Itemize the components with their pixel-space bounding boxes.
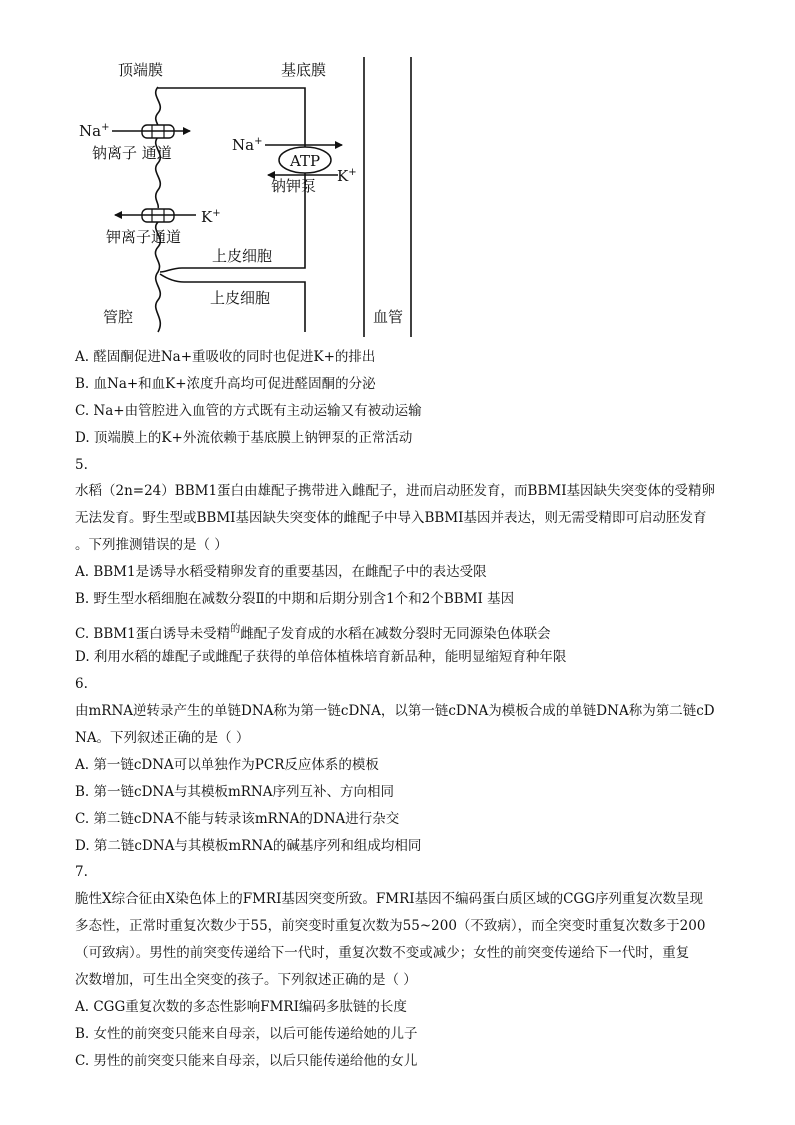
k-ion-right-label: K+ (337, 167, 357, 185)
q7-stem-line-2: 多态性，正常时重复次数少于55，前突变时重复次数为55~200（不致病），而全突变时重复次数多于200 (75, 918, 706, 934)
q4-option-b: B. 血Na+和血K+浓度升高均可促进醛固酮的分泌 (75, 376, 376, 392)
atp-label: ATP (289, 152, 321, 170)
k-ion-channel-label: K+ (201, 208, 221, 226)
q5-number: 5. (75, 457, 88, 473)
q4-option-a: A. 醛固酮促进Na+重吸收的同时也促进K+的排出 (75, 349, 376, 365)
blood-vessel-label: 血管 (373, 308, 404, 326)
q5-option-c: C. BBM1蛋白诱导未受精$^的$雌配子发育成的水稻在减数分裂时无同源染色体联会 (75, 624, 551, 642)
potassium-channel-label: 钾离子通道 (106, 228, 182, 246)
q5-option-a: A. BBM1是诱导水稻受精卵发育的重要基因，在雌配子中的表达受限 (75, 564, 487, 580)
q4-option-c: C. Na+由管腔进入血管的方式既有主动运输又有被动运输 (75, 403, 422, 419)
q5-option-d: D. 利用水稻的雄配子或雌配子获得的单倍体植株培育新品种，能明显缩短育种年限 (75, 649, 567, 665)
q7-stem-line-1: 脆性X综合征由X染色体上的FMRI基因突变所致。FMRI基因不编码蛋白质区域的CGG序列重复次数呈现 (75, 891, 703, 907)
q7-stem-line-3: （可致病）。男性的前突变传递给下一代时，重复次数不变或减少；女性的前突变传递给下一代时，重复 (75, 945, 690, 961)
q6-stem-line-1: 由mRNA逆转录产生的单链DNA称为第一链cDNA，以第一链cDNA为模板合成的单链DNA称为第二链cD (75, 703, 715, 719)
q7-option-a: A. CGG重复次数的多态性影响FMRI编码多肽链的长度 (75, 999, 407, 1015)
q6-option-d: D. 第二链cDNA与其模板mRNA的碱基序列和组成均相同 (75, 838, 422, 854)
q6-option-b: B. 第一链cDNA与其模板mRNA序列互补、方向相同 (75, 784, 394, 800)
q7-option-c: C. 男性的前突变只能来自母亲，以后只能传递给他的女儿 (75, 1053, 418, 1069)
na-ion-left-label: Na+ (79, 122, 110, 140)
epithelial-cell-label-1: 上皮细胞 (212, 247, 273, 265)
q5-option-b: B. 野生型水稻细胞在减数分裂Ⅱ的中期和后期分别含1个和2个BBMI 基因 (75, 591, 515, 607)
na-k-pump-label: 钠钾泵 (271, 177, 317, 195)
q5-stem-line-1: 水稻（2n=24）BBM1蛋白由雄配子携带进入雌配子，进而启动胚发育，而BBMI基因缺失突变体的受精卵 (75, 483, 716, 499)
na-ion-right-label: Na+ (232, 136, 263, 154)
q7-option-b: B. 女性的前突变只能来自母亲，以后可能传递给她的儿子 (75, 1026, 418, 1042)
basal-membrane-label: 基底膜 (281, 61, 327, 79)
q4-option-d: D. 顶端膜上的K+外流依赖于基底膜上钠钾泵的正常活动 (75, 430, 413, 446)
lumen-label: 管腔 (103, 308, 134, 326)
q5-stem-line-3: 。下列推测错误的是（ ） (75, 537, 228, 553)
kidney-tubule-diagram (0, 0, 795, 345)
q6-option-c: C. 第二链cDNA不能与转录该mRNA的DNA进行杂交 (75, 811, 400, 827)
apical-membrane-label: 顶端膜 (118, 61, 164, 79)
q5-stem-line-2: 无法发育。野生型或BBMI基因缺失突变体的雌配子中导入BBMI基因并表达，则无需受精即可启动胚发育 (75, 510, 707, 526)
q6-option-a: A. 第一链cDNA可以单独作为PCR反应体系的模板 (75, 757, 379, 773)
epithelial-cell-label-2: 上皮细胞 (210, 289, 271, 307)
q7-number: 7. (75, 864, 88, 880)
q6-number: 6. (75, 676, 88, 692)
q6-stem-line-2: NA。下列叙述正确的是（ ） (75, 730, 250, 746)
sodium-channel-label: 钠离子 通道 (92, 144, 172, 162)
q7-stem-line-4: 次数增加，可生出全突变的孩子。下列叙述正确的是（ ） (75, 972, 417, 988)
